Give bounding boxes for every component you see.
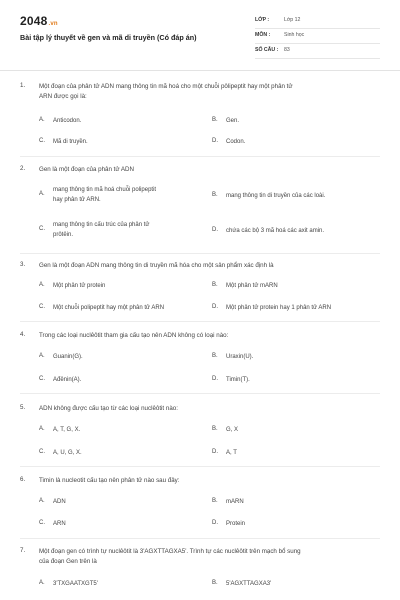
- logo-text: 2048: [20, 14, 48, 28]
- question-text-line: của đoạn Gen trên là: [39, 558, 97, 565]
- question-text-line: Gen là một đoạn của phân tử ADN: [39, 166, 134, 173]
- option-letter: D.: [212, 376, 218, 382]
- meta-row-subject: [255, 29, 380, 44]
- option-letter: B.: [212, 426, 218, 432]
- question-text-line: Gen là một đoạn ADN mang thông tin di truyền mã hóa cho một sản phẩm xác định là: [39, 262, 274, 269]
- option-text: A, T, G, X.: [53, 427, 81, 433]
- option-letter: D.: [212, 304, 218, 310]
- meta-key: LỚP :: [255, 17, 270, 23]
- question-text-line: Trong các loại nuclêôtit tham gia cấu tạo nên ADN không có loại nào:: [39, 332, 229, 339]
- option-text: Một chuỗi polipeptit hay một phân tử ARN: [53, 305, 165, 311]
- option-text: Timin(T).: [226, 377, 250, 383]
- meta-value: 83: [284, 47, 290, 53]
- question-number: 3.: [20, 261, 26, 268]
- question-text: [39, 261, 379, 271]
- worksheet-header: [0, 0, 400, 64]
- option-text: mARN: [226, 499, 244, 505]
- question-text-line: Một đoạn gen có trình tự nuclêôtit là 3'AGXTTAGXA5'. Trình tự các nuclêôtit trên mạch bổ sung: [39, 548, 301, 555]
- option-text: Codon.: [226, 139, 246, 145]
- option-text: Ađênin(A).: [53, 377, 82, 383]
- question-text-line: ADN không được cấu tạo từ các loại nuclêôtit nào:: [39, 405, 178, 412]
- option-letter: C.: [39, 138, 45, 144]
- option-text: ARN: [53, 521, 66, 527]
- question-text: [39, 547, 379, 567]
- question-text-line: ARN được gọi là:: [39, 93, 87, 100]
- question-number: 6.: [20, 476, 26, 483]
- option-letter: B.: [212, 192, 218, 198]
- meta-key: SỐ CÂU :: [255, 47, 279, 53]
- option-text: [53, 186, 156, 205]
- option-letter: A.: [39, 426, 45, 432]
- question-text: [39, 476, 379, 486]
- option-letter: D.: [212, 449, 218, 455]
- option-text: Uraxin(U).: [226, 354, 254, 360]
- option-text: A, T: [226, 450, 237, 456]
- option-text: Gen.: [226, 118, 240, 124]
- question-text: [39, 165, 379, 175]
- option-text-line: prôtêin.: [53, 231, 74, 238]
- logo-domain: .vn: [48, 21, 58, 27]
- option-text-line: hay phân tử ARN.: [53, 196, 101, 203]
- option-text: Một phân tử mARN: [226, 283, 278, 289]
- option-text: mang thông tin di truyền của các loài.: [226, 193, 326, 199]
- meta-row-count: [255, 44, 380, 59]
- option-text: Protein: [226, 521, 246, 527]
- option-text: Guanin(G).: [53, 354, 83, 360]
- question-divider: [20, 321, 380, 322]
- option-letter: A.: [39, 117, 45, 123]
- option-letter: C.: [39, 520, 45, 526]
- meta-value: Lớp 12: [284, 17, 301, 23]
- option-letter: C.: [39, 449, 45, 455]
- meta-key: MÔN :: [255, 32, 271, 38]
- option-letter: D.: [212, 520, 218, 526]
- question-number: 2.: [20, 165, 26, 172]
- question-number: 5.: [20, 404, 26, 411]
- option-letter: C.: [39, 376, 45, 382]
- option-text: chứa các bộ 3 mã hoá các axit amin.: [226, 228, 325, 234]
- option-letter: B.: [212, 282, 218, 288]
- option-letter: B.: [212, 117, 218, 123]
- option-letter: A.: [39, 498, 45, 504]
- meta-value: Sinh học: [284, 32, 305, 38]
- question-text-line: Một đoạn của phân tử ADN mang thông tin mã hoá cho một chuỗi pôlipeptit hay một phân tử: [39, 83, 293, 90]
- option-text-line: mang thông tin mã hoá chuỗi polipeptit: [53, 187, 157, 193]
- question-divider: [20, 156, 380, 157]
- option-letter: C.: [39, 226, 45, 232]
- question-divider: [20, 393, 380, 394]
- question-number: 7.: [20, 547, 26, 554]
- option-letter: A.: [39, 191, 45, 197]
- option-text: Một phân tử protein hay 1 phân tử ARN: [226, 305, 332, 311]
- question-text: [39, 404, 379, 414]
- option-text: [53, 221, 149, 240]
- option-text: 5'AGXTTAGXA3': [226, 581, 272, 587]
- option-text-line: mang thông tin cấu trúc của phân tử: [53, 222, 150, 228]
- question-text-line: Timin là nucleotit cấu tạo nên phân tử nào sau đây:: [39, 477, 180, 484]
- page-title: Bài tập lý thuyết về gen và mã di truyền (Có đáp án): [20, 33, 197, 42]
- option-text: ADN: [53, 499, 66, 505]
- option-letter: B.: [212, 353, 218, 359]
- option-letter: B.: [212, 498, 218, 504]
- question-divider: [20, 466, 380, 467]
- site-logo[interactable]: [20, 14, 58, 28]
- header-divider: [0, 70, 400, 71]
- option-text: 3'TXGAATXGT5': [53, 581, 98, 587]
- option-letter: A.: [39, 353, 45, 359]
- option-text: Mã di truyền.: [53, 139, 88, 145]
- question-text: [39, 331, 379, 341]
- option-letter: C.: [39, 304, 45, 310]
- option-text: Một phân tử protein: [53, 283, 106, 289]
- option-text: A, U, G, X.: [53, 450, 82, 456]
- meta-row-class: [255, 14, 380, 29]
- question-divider: [20, 253, 380, 254]
- question-text: [39, 82, 379, 102]
- question-divider: [20, 538, 380, 539]
- option-letter: D.: [212, 138, 218, 144]
- option-letter: D.: [212, 227, 218, 233]
- option-letter: B.: [212, 580, 218, 586]
- option-text: Anticodon.: [53, 118, 82, 124]
- question-number: 4.: [20, 331, 26, 338]
- question-number: 1.: [20, 82, 26, 89]
- option-letter: A.: [39, 282, 45, 288]
- option-text: G, X: [226, 427, 239, 433]
- option-letter: A.: [39, 580, 45, 586]
